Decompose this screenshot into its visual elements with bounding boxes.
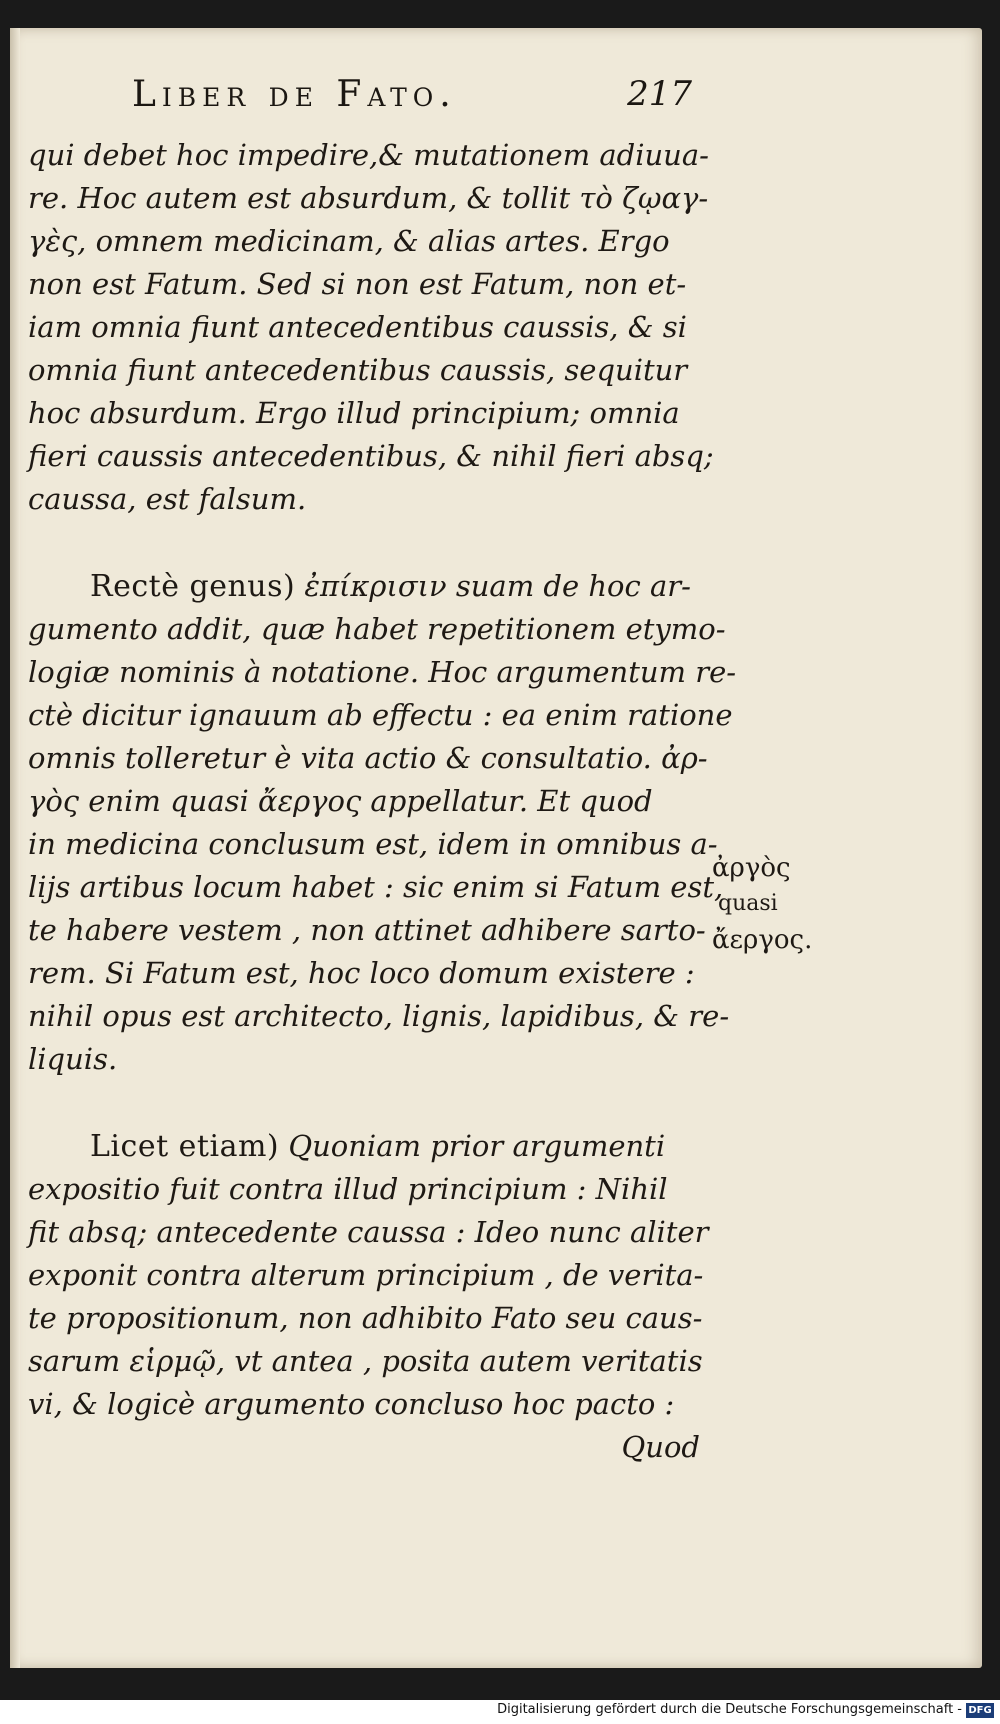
text-line: caussa, est falsum.: [28, 482, 307, 516]
lemma: Rectè genus): [90, 569, 296, 604]
text-line: qui debet hoc impedire,& mutationem adiuua-: [28, 138, 709, 172]
text-line: te habere vestem , non attinet adhibere sarto-: [28, 913, 706, 947]
digitization-footer: [0, 1700, 1000, 1724]
dfg-logo-icon: DFG: [966, 1703, 994, 1718]
text-line: fieri caussis antecedentibus, & nihil fieri absq;: [28, 439, 714, 473]
text-line: non est Fatum. Sed si non est Fatum, non et-: [28, 267, 687, 301]
text-line: γὸς enim quasi ἄεργος appellatur. Et quod: [28, 784, 653, 818]
first-line-rest: Quoniam prior argumenti: [279, 1129, 666, 1163]
text-line: omnis tolleretur è vita actio & consultatio. ἀρ-: [28, 741, 708, 775]
text-line: nihil opus est architecto, lignis, lapidibus, & re-: [28, 999, 730, 1033]
text-line: gumento addit, quæ habet repetitionem etymo-: [28, 612, 726, 646]
body-text: [28, 134, 737, 1469]
first-line-rest: ἐπίκρισιν suam de hoc ar-: [295, 569, 691, 603]
margin-note-line: ἀργὸς: [712, 853, 791, 883]
margin-note-line: ἄεργος.: [712, 925, 813, 955]
marginal-note: [712, 850, 852, 958]
text-line: expositio fuit contra illud principium : Nihil: [28, 1172, 668, 1206]
paragraph-first-line: [28, 1125, 700, 1168]
text-line: fit absq; antecedente caussa : Ideo nunc aliter: [28, 1215, 709, 1249]
running-header: [132, 74, 692, 124]
text-line: liquis.: [28, 1042, 118, 1076]
margin-note-line: quasi: [718, 891, 778, 916]
text-line: te propositionum, non adhibito Fato seu caus-: [28, 1301, 703, 1335]
text-line: vi, & logicè argumento concluso hoc pacto :: [28, 1387, 675, 1421]
text-line: logiæ nominis à notatione. Hoc argumentum re-: [28, 655, 737, 689]
text-line: rem. Si Fatum est, hoc loco domum existere :: [28, 956, 695, 990]
text-line: re. Hoc autem est absurdum, & tollit τὸ ζῳαγ-: [28, 181, 709, 215]
text-line: lijs artibus locum habet : sic enim si Fatum est,: [28, 870, 724, 904]
page-number: 217: [627, 74, 692, 114]
catchword: Quod: [621, 1430, 700, 1464]
page-gutter-shadow: [10, 28, 20, 1668]
paragraph-gap: [28, 521, 700, 565]
paragraph-first-line: [28, 565, 700, 608]
text-line: γὲς, omnem medicinam, & alias artes. Ergo: [28, 224, 670, 258]
text-line: sarum εἱρμῷ, vt antea , posita autem veritatis: [28, 1344, 703, 1378]
text-line: ctè dicitur ignauum ab effectu : ea enim ratione: [28, 698, 733, 732]
lemma: Licet etiam): [90, 1129, 280, 1164]
paragraph-gap: [28, 1081, 700, 1125]
text-line: exponit contra alterum principium , de verita-: [28, 1258, 704, 1292]
funding-credit: Digitalisierung gefördert durch die Deutsche Forschungsgemeinschaft -: [497, 1702, 962, 1717]
running-title: Liber de Fato.: [132, 74, 457, 115]
text-line: iam omnia fiunt antecedentibus caussis, & si: [28, 310, 687, 344]
text-line: in medicina conclusum est, idem in omnibus a-: [28, 827, 718, 861]
text-line: omnia fiunt antecedentibus caussis, sequitur: [28, 353, 688, 387]
text-line: hoc absurdum. Ergo illud principium; omnia: [28, 396, 680, 430]
